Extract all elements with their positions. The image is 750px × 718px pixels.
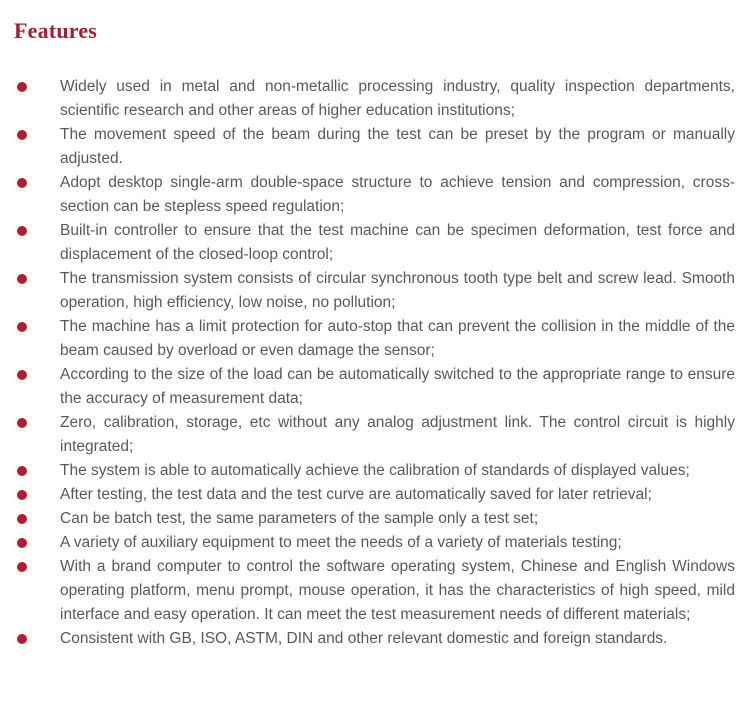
- list-item: [16, 171, 735, 219]
- list-item: [16, 411, 735, 459]
- list-item: [16, 315, 735, 363]
- feature-list: [16, 75, 735, 651]
- feature-text: With a brand computer to control the software operating system, Chinese and English Windows operating platform, menu prompt, mouse operation, it has the characteristics of high speed, mild interface and easy operation. It can meet the test measurement needs of different materials;: [60, 558, 735, 623]
- bullet-icon: [17, 274, 27, 284]
- feature-text: According to the size of the load can be automatically switched to the appropriate range to ensure the accuracy of measurement data;: [60, 366, 735, 407]
- list-item: [16, 123, 735, 171]
- list-item: [16, 507, 735, 531]
- list-item: [16, 459, 735, 483]
- bullet-icon: [17, 634, 27, 644]
- list-item: [16, 75, 735, 123]
- list-item: [16, 555, 735, 627]
- feature-text: After testing, the test data and the test curve are automatically saved for later retrieval;: [60, 486, 652, 503]
- list-item: [16, 627, 735, 651]
- feature-text: Built-in controller to ensure that the test machine can be specimen deformation, test force and displacement of the closed-loop control;: [60, 222, 735, 263]
- page-title: Features: [14, 18, 98, 43]
- list-item: [16, 363, 735, 411]
- feature-text: The machine has a limit protection for auto-stop that can prevent the collision in the middle of the beam caused by overload or even damage the sensor;: [60, 318, 735, 359]
- feature-text: The system is able to automatically achieve the calibration of standards of displayed values;: [60, 462, 690, 479]
- feature-text: Can be batch test, the same parameters of the sample only a test set;: [60, 510, 539, 527]
- list-item: [16, 219, 735, 267]
- list-item: [16, 531, 735, 555]
- bullet-icon: [17, 538, 27, 548]
- bullet-icon: [17, 322, 27, 332]
- bullet-icon: [17, 418, 27, 428]
- feature-text: Adopt desktop single-arm double-space structure to achieve tension and compression, cross-section can be stepless speed regulation;: [60, 174, 735, 215]
- bullet-icon: [17, 562, 27, 572]
- bullet-icon: [17, 82, 27, 92]
- bullet-icon: [17, 370, 27, 380]
- list-item: [16, 267, 735, 315]
- feature-text: Consistent with GB, ISO, ASTM, DIN and other relevant domestic and foreign standards.: [60, 630, 668, 647]
- bullet-icon: [17, 490, 27, 500]
- bullet-icon: [17, 514, 27, 524]
- feature-text: Widely used in metal and non-metallic processing industry, quality inspection departments, scientific research and other areas of higher education institutions;: [60, 78, 735, 119]
- feature-text: The transmission system consists of circular synchronous tooth type belt and screw lead. Smooth operation, high efficiency, low noise, no pollution;: [60, 270, 735, 311]
- bullet-icon: [17, 130, 27, 140]
- bullet-icon: [17, 226, 27, 236]
- feature-text: Zero, calibration, storage, etc without any analog adjustment link. The control circuit is highly integrated;: [60, 414, 735, 455]
- feature-text: The movement speed of the beam during the test can be preset by the program or manually adjusted.: [60, 126, 735, 167]
- bullet-icon: [17, 178, 27, 188]
- list-item: [16, 483, 735, 507]
- feature-text: A variety of auxiliary equipment to meet the needs of a variety of materials testing;: [60, 534, 622, 551]
- bullet-icon: [17, 466, 27, 476]
